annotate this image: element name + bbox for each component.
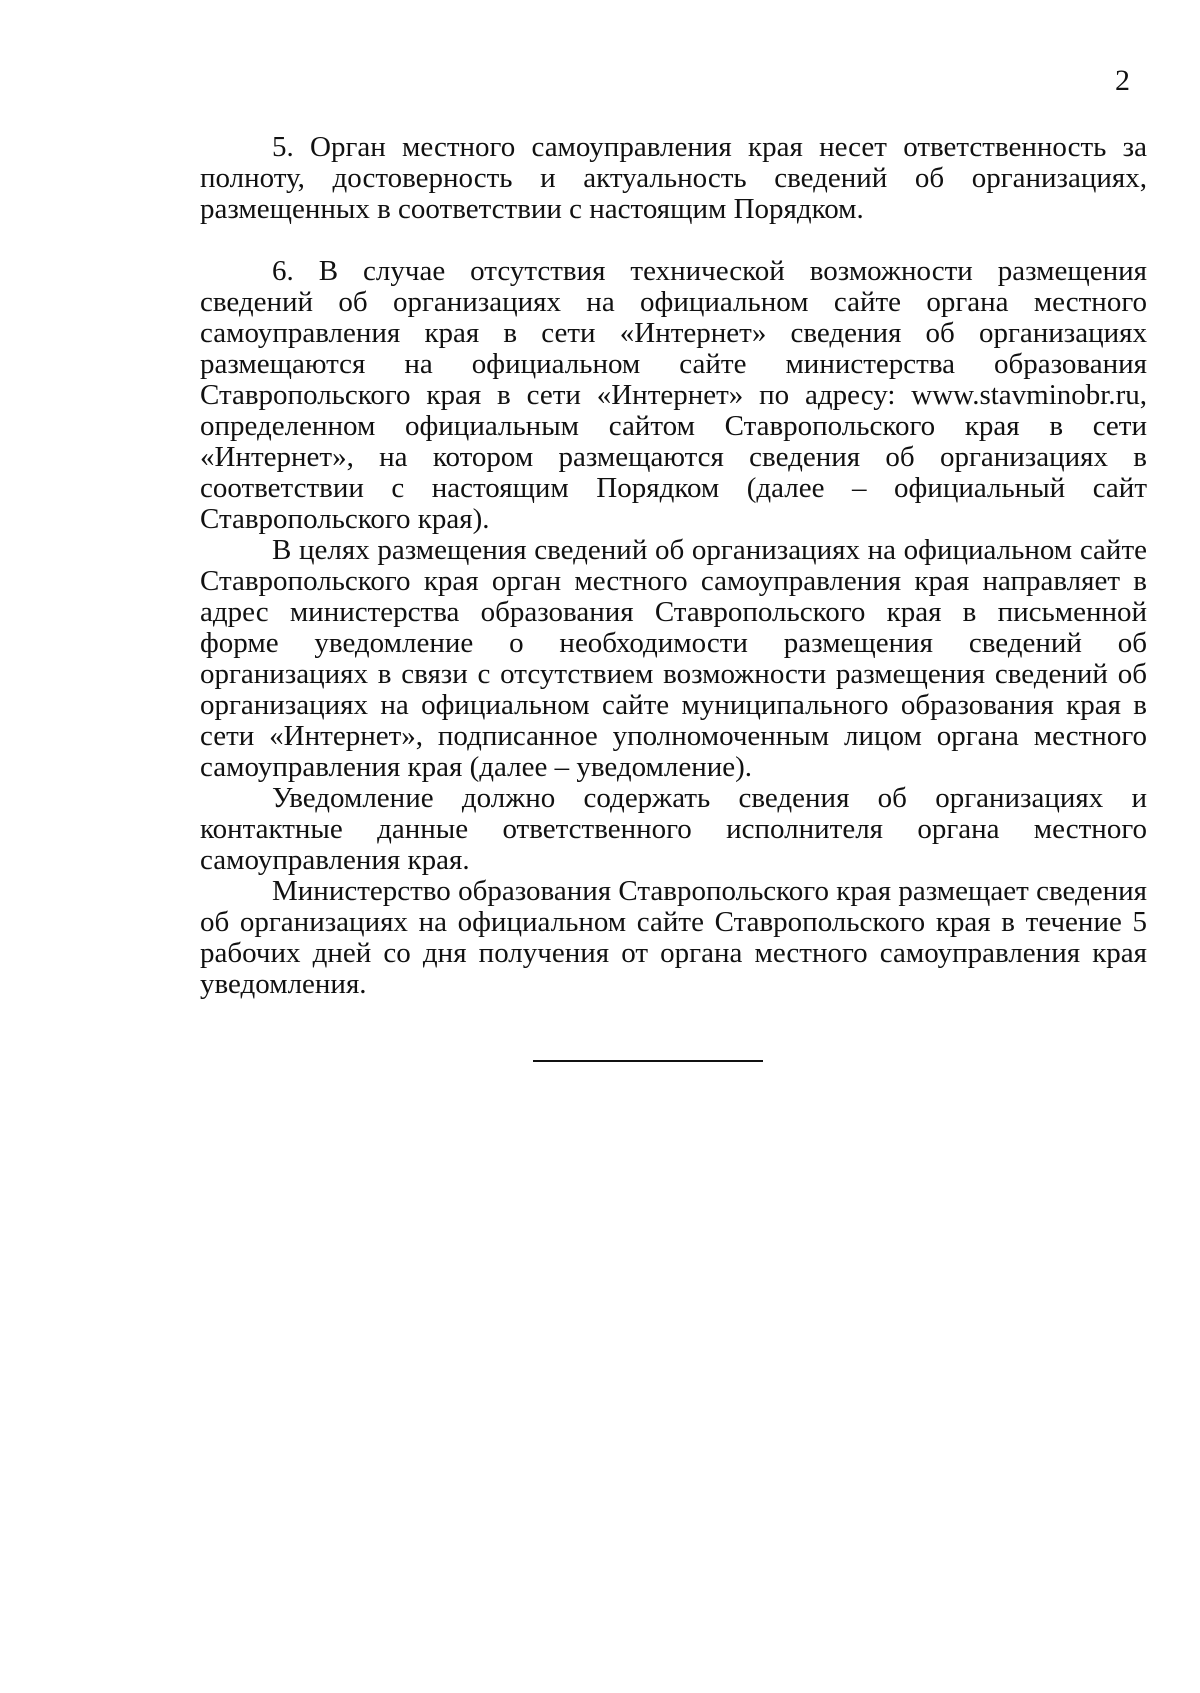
paragraph-notification-content: Уведомление должно содержать сведения об организациях и контактные данные ответственного исполнителя органа местного самоуправления края.	[200, 782, 1147, 876]
paragraph-item-6: 6. В случае отсутствия технической возможности размещения сведений об организациях на официальном сайте органа местного самоуправления края в сети «Интернет» сведения об организациях размещаются на официальном сайте министерства образования Ставропольского края в сети «Интернет» по адресу: www.stavminobr.ru, определенном официальным сайтом Ставропольского края в сети «Интернет», на котором размещаются сведения об организациях в соответствии с настоящим Порядком (далее – официальный сайт Ставропольского края).	[200, 255, 1147, 535]
paragraph-ministry-deadline: Министерство образования Ставропольского края размещает сведения об организациях на официальном сайте Ставропольского края в течение 5 рабочих дней со дня получения от органа местного самоуправления края уведомления.	[200, 875, 1147, 1000]
paragraph-item-5: 5. Орган местного самоуправления края несет ответственность за полноту, достоверность и актуальность сведений об организациях, размещенных в соответствии с настоящим Порядком.	[200, 131, 1147, 225]
page-number: 2	[1115, 64, 1130, 97]
document-body	[200, 132, 1147, 1000]
paragraph-notification-purpose: В целях размещения сведений об организациях на официальном сайте Ставропольского края орган местного самоуправления края направляет в адрес министерства образования Ставропольского края в письменной форме уведомление о необходимости размещения сведений об организациях в связи с отсутствием возможности размещения сведений об организациях на официальном сайте муниципального образования края в сети «Интернет», подписанное уполномоченным лицом органа местного самоуправления края (далее – уведомление).	[200, 534, 1147, 783]
end-separator-line	[533, 1060, 763, 1062]
